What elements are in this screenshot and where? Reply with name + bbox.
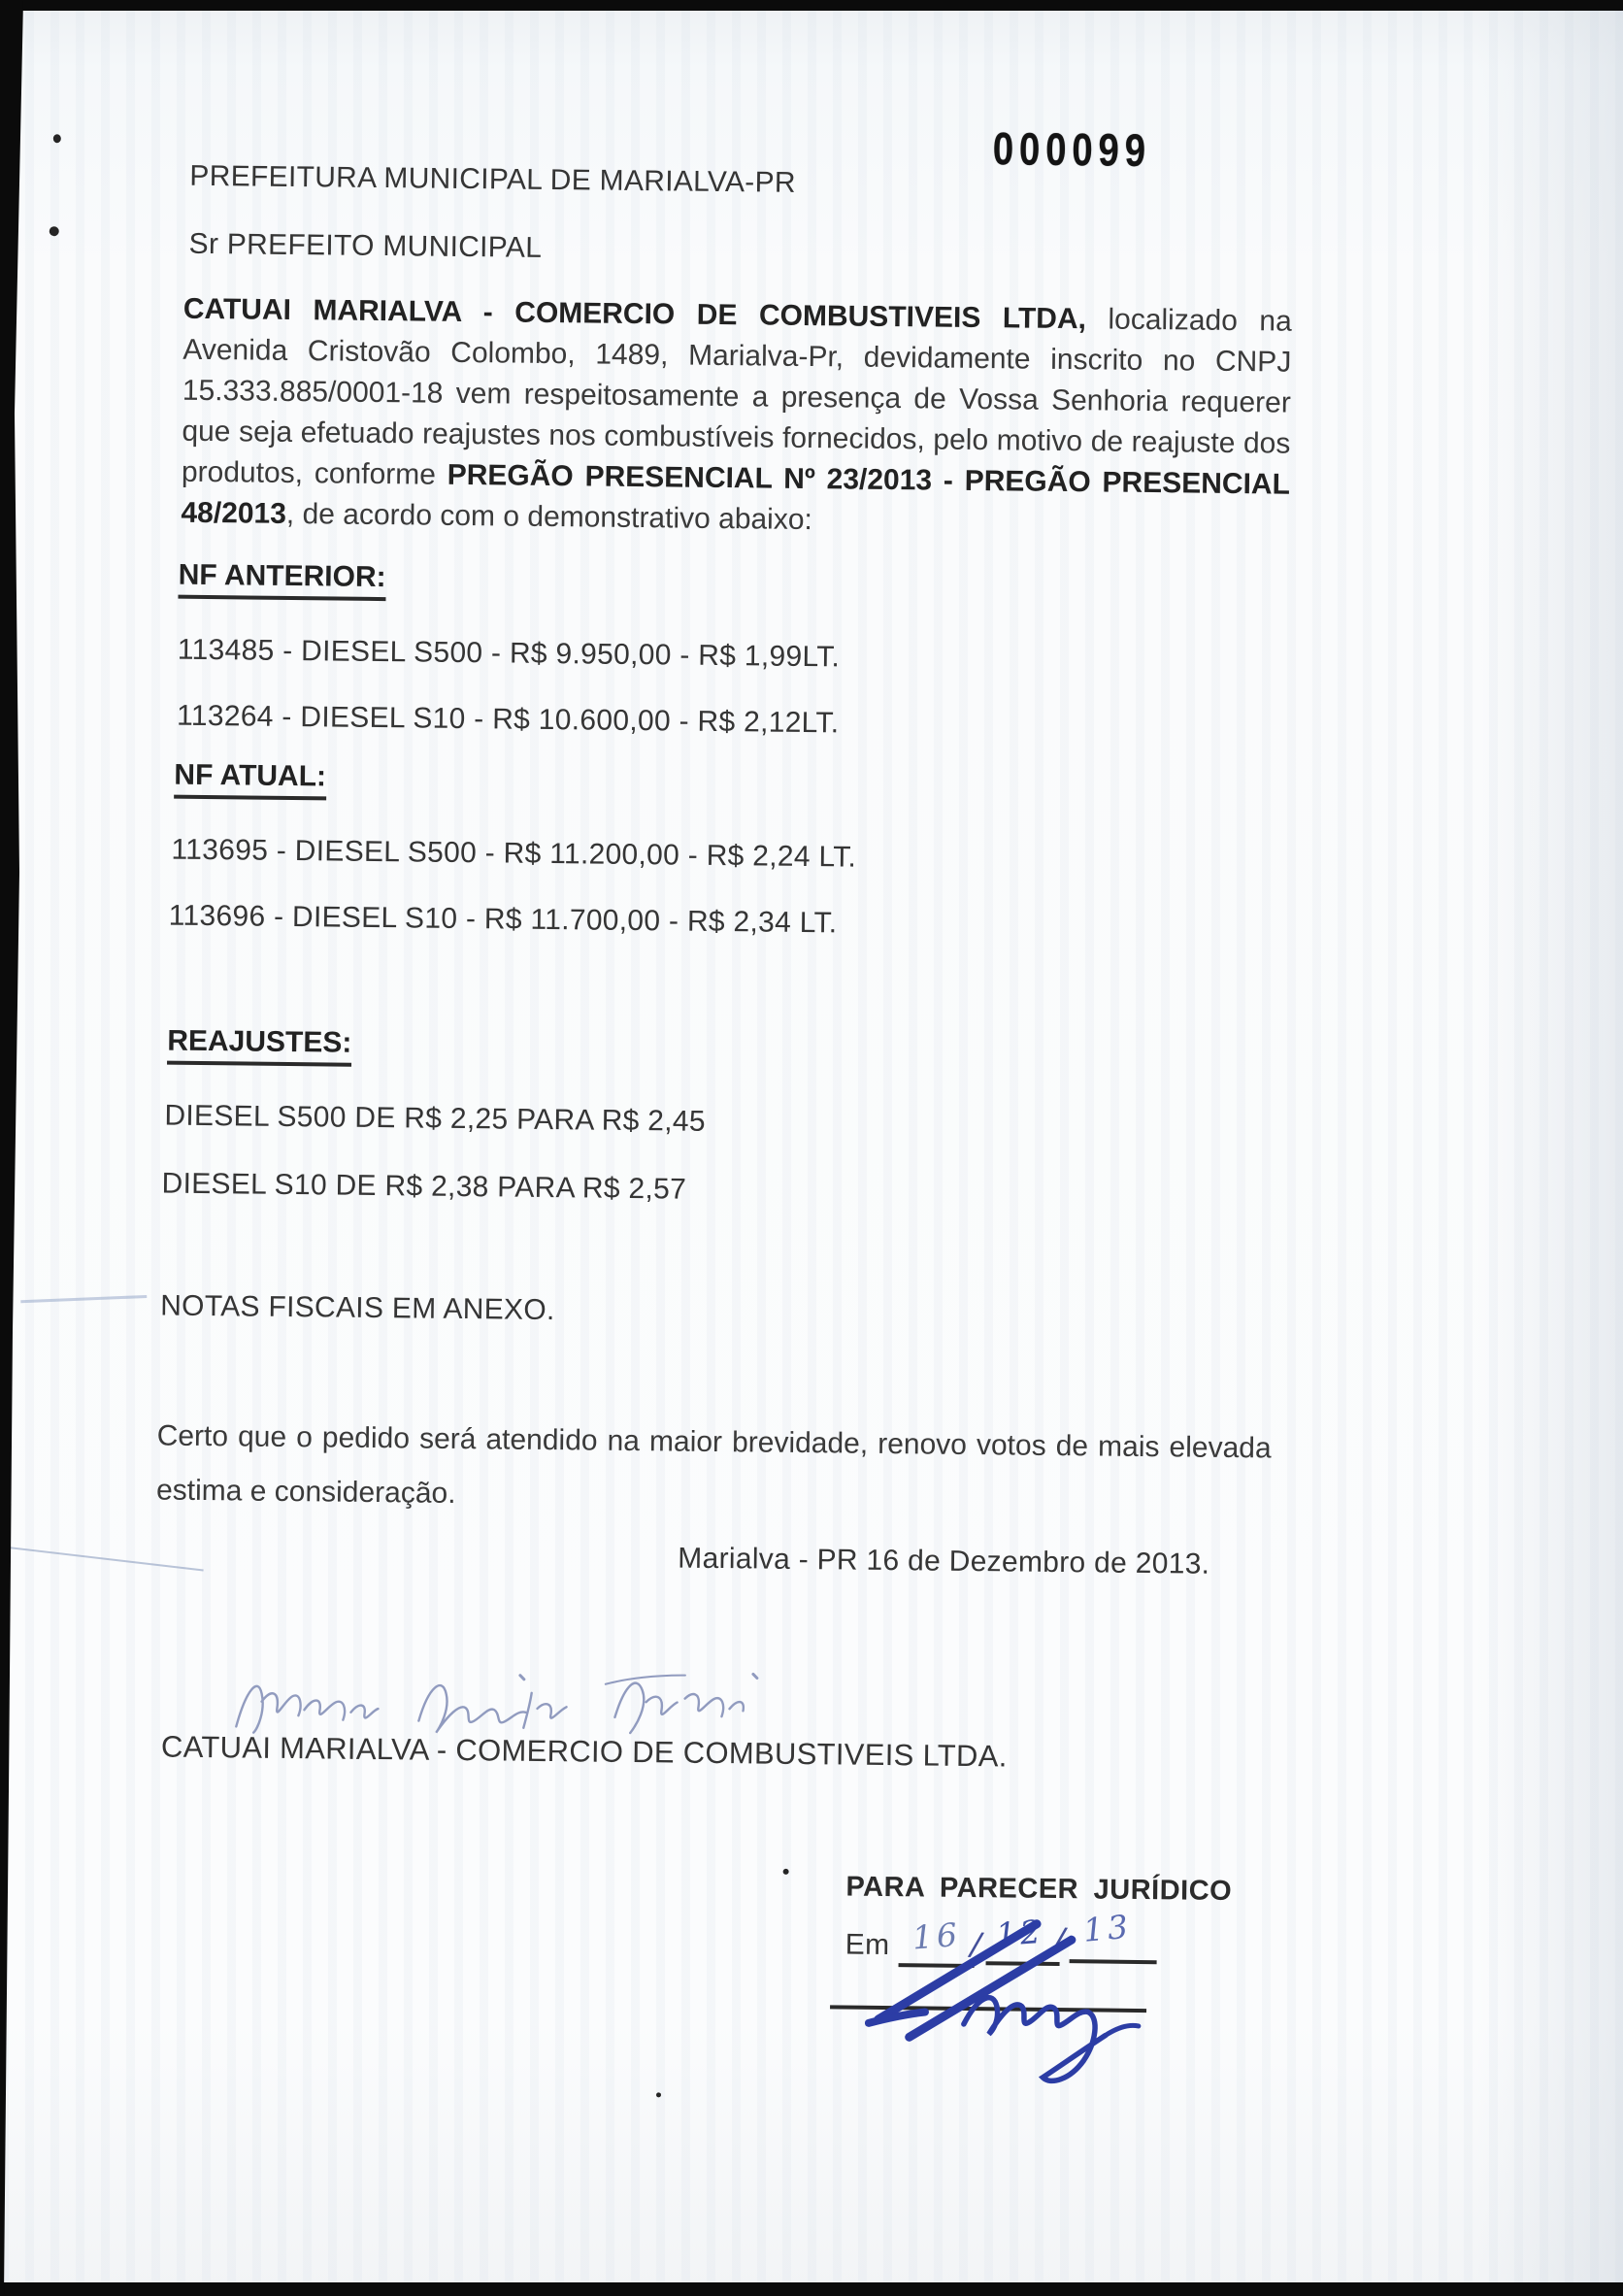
nf-anterior-line-2: 113264 - DIESEL S10 - R$ 10.600,00 - R$ 2,12LT. — [176, 699, 840, 740]
handwritten-month: 12 — [994, 1912, 1046, 1954]
section-reajustes-heading: REAJUSTES: — [167, 1025, 351, 1067]
company-signature-typed-line: CATUAI MARIALVA - COMERCIO DE COMBUSTIVEIS LTDA. — [160, 1729, 1008, 1774]
pregao-reference-bold: PREGÃO PRESENCIAL Nº 23/2013 - PREGÃO PRESENCIAL 48/2013 — [181, 458, 1291, 530]
section-nf-atual-heading: NF ATUAL: — [174, 759, 326, 801]
scan-dot-artifact-4 — [50, 226, 59, 236]
scan-edge-top — [0, 0, 1623, 11]
scan-dot-artifact-3 — [53, 134, 61, 143]
section-nf-anterior-heading: NF ANTERIOR: — [178, 559, 385, 601]
closing-paragraph: Certo que o pedido será atendido na maior brevidade, renovo votos de mais elevada estima e consideração. — [155, 1419, 1272, 1510]
date-slash-2: / — [1052, 1919, 1066, 1961]
nf-atual-line-1: 113695 - DIESEL S500 - R$ 11.200,00 - R$ 2,24 LT. — [171, 833, 857, 874]
reajuste-line-2: DIESEL S10 DE R$ 2,38 PARA R$ 2,57 — [161, 1167, 687, 1206]
recipient-title: Sr PREFEITO MUNICIPAL — [188, 227, 543, 264]
em-label: Em — [845, 1928, 890, 1962]
scan-edge-bottom — [0, 2282, 1623, 2296]
recipient-institution: PREFEITURA MUNICIPAL DE MARIALVA-PR — [189, 159, 797, 199]
handwritten-day: 16 — [911, 1914, 963, 1957]
scan-dot-artifact-1 — [783, 1869, 789, 1875]
date-slash-1: / — [969, 1924, 982, 1966]
nf-anterior-line-1: 113485 - DIESEL S500 - R$ 9.950,00 - R$ 1,99LT. — [177, 633, 841, 674]
handwritten-year: 13 — [1081, 1907, 1134, 1949]
scan-dot-artifact-2 — [656, 2092, 661, 2097]
paragraph-text-2: , de acordo com o demonstrativo abaixo: — [285, 497, 813, 537]
nf-atual-line-2: 113696 - DIESEL S10 - R$ 11.700,00 - R$ 2,34 LT. — [168, 899, 838, 940]
company-name-bold: CATUAI MARIALVA - COMERCIO DE COMBUSTIVEIS LTDA, — [182, 292, 1087, 336]
parecer-juridico-title: PARA PARECER JURÍDICO — [845, 1871, 1233, 1908]
pen-scratch-artifact-1 — [20, 1295, 147, 1303]
page-number-stamp: 000099 — [992, 122, 1152, 177]
paragraph-text-1: localizado na Avenida Cristovão Colombo, 1489, Marialva-Pr, devidamente inscrito no CNPJ 15.333.885/0001-18 vem respeitosamente a presença de Vossa Senhoria requerer que seja efetuado reajustes nos combustíveis fornecidos, pelo motivo de reajuste dos produtos, conforme — [181, 303, 1292, 491]
reajuste-line-1: DIESEL S500 DE R$ 2,25 PARA R$ 2,45 — [164, 1099, 707, 1138]
notas-fiscais-line: NOTAS FISCAIS EM ANEXO. — [160, 1289, 555, 1327]
parecer-signature-handwriting — [862, 1895, 1184, 2093]
pen-scratch-artifact-2 — [11, 1547, 204, 1571]
request-paragraph — [181, 289, 1292, 547]
city-date-line: Marialva - PR 16 de Dezembro de 2013. — [678, 1542, 1210, 1581]
